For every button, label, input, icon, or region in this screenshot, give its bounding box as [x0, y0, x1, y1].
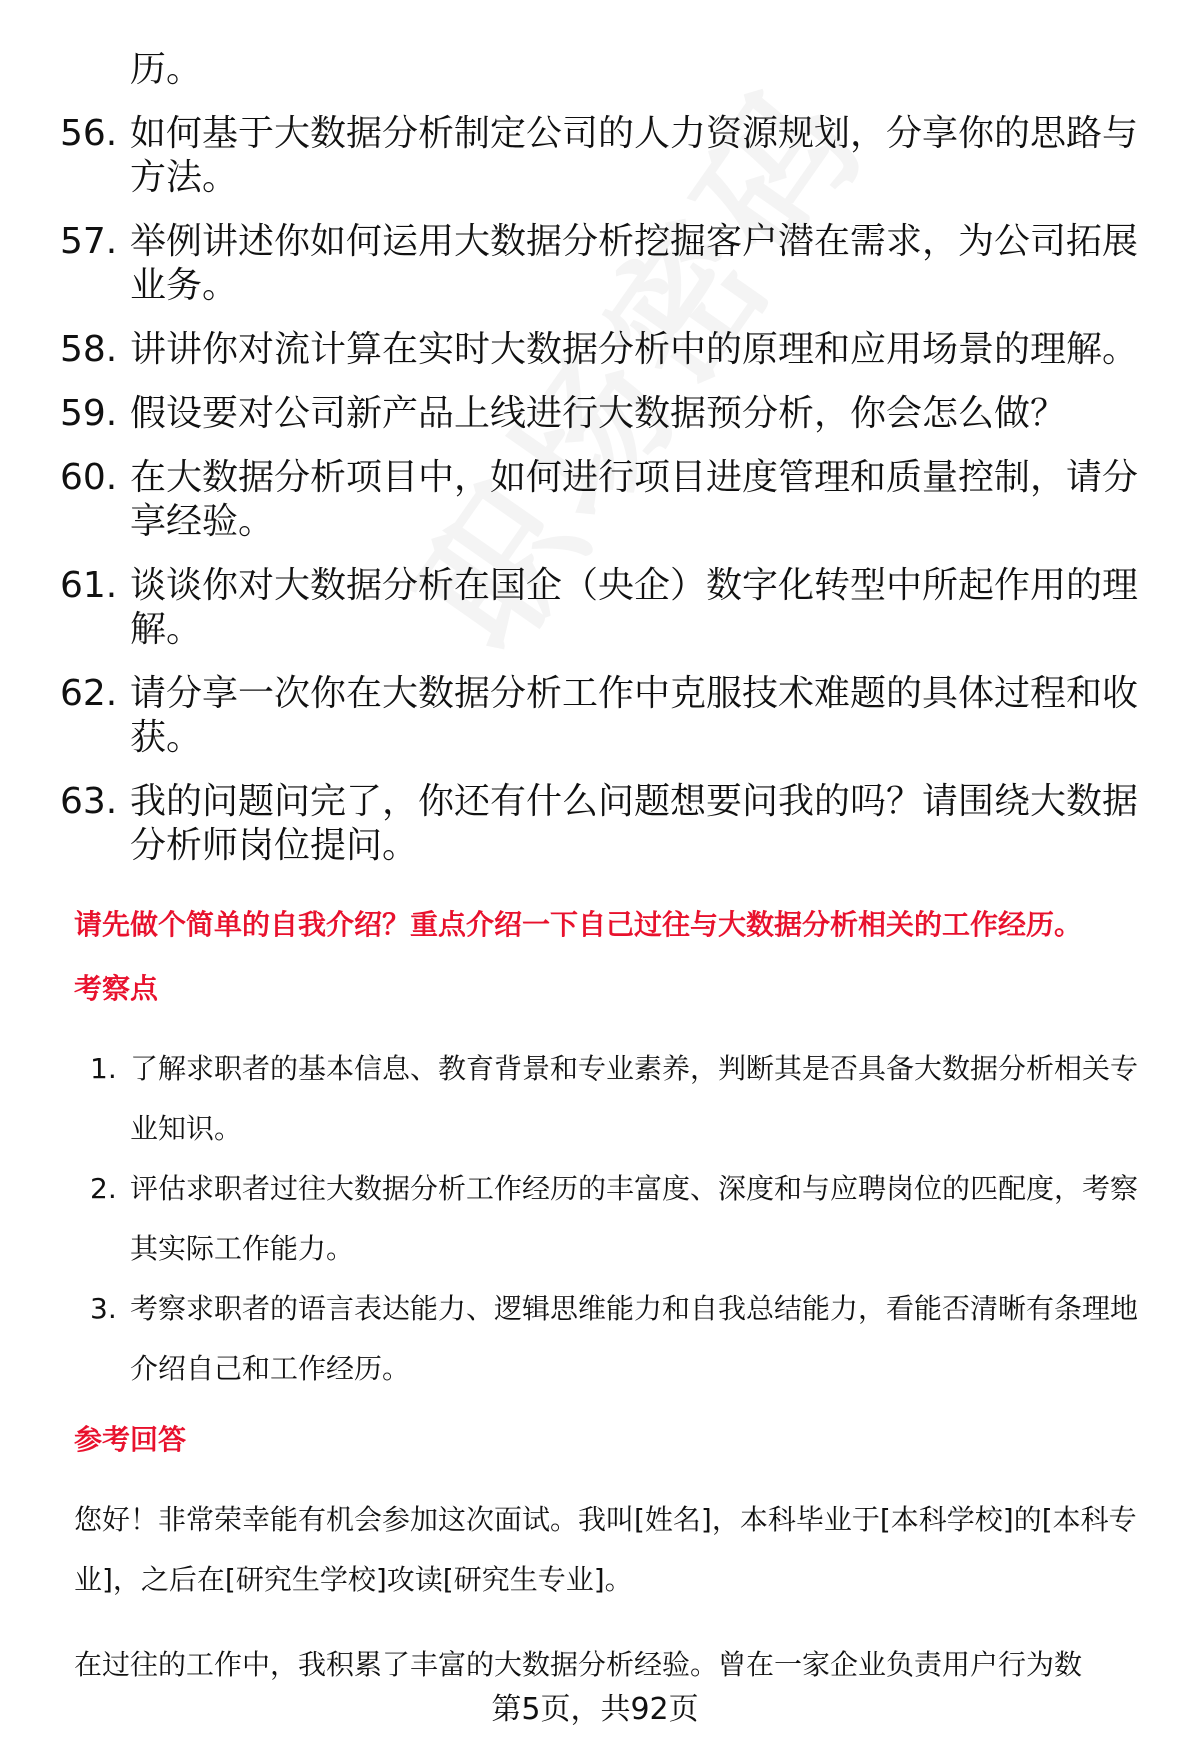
- question-number: 63.: [60, 781, 118, 822]
- question-text: 在大数据分析项目中，如何进行项目进度管理和质量控制，请分享经验。: [130, 457, 1139, 542]
- question-number: 61.: [60, 565, 118, 606]
- question-number: 57.: [60, 221, 118, 262]
- question-text: 谈谈你对大数据分析在国企（央企）数字化转型中所起作用的理解。: [130, 565, 1139, 650]
- question-item: [60, 112, 1160, 200]
- question-item: [60, 564, 1160, 652]
- question-item: [60, 780, 1160, 868]
- question-continuation: 历。: [130, 49, 203, 90]
- question-text: 假设要对公司新产品上线进行大数据预分析，你会怎么做？: [130, 393, 1067, 434]
- assessment-points-list: [80, 1039, 1160, 1399]
- page-number: 第5页，共92页: [491, 1692, 699, 1727]
- question-item: [60, 220, 1160, 308]
- assessment-point: [80, 1039, 1160, 1159]
- question-text: 举例讲述你如何运用大数据分析挖掘客户潜在需求，为公司拓展业务。: [130, 221, 1139, 306]
- question-number: 62.: [60, 673, 118, 714]
- question-number: 60.: [60, 457, 118, 498]
- assessment-point: [80, 1279, 1160, 1399]
- question-text: 请分享一次你在大数据分析工作中克服技术难题的具体过程和收获。: [130, 673, 1139, 758]
- question-item: [60, 456, 1160, 544]
- point-number: 2.: [90, 1172, 117, 1205]
- question-item: [60, 392, 1160, 436]
- question-item: [60, 672, 1160, 760]
- question-item: [60, 328, 1160, 372]
- question-number: 58.: [60, 329, 118, 370]
- point-number: 3.: [90, 1292, 117, 1325]
- question-heading: 请先做个简单的自我介绍？重点介绍一下自己过往与大数据分析相关的工作经历。: [74, 908, 1083, 941]
- point-text: 了解求职者的基本信息、教育背景和专业素养，判断其是否具备大数据分析相关专业知识。: [130, 1052, 1139, 1145]
- assessment-point: [80, 1159, 1160, 1279]
- question-number: 56.: [60, 113, 118, 154]
- question-list: [60, 112, 1160, 888]
- point-number: 1.: [90, 1052, 117, 1085]
- points-heading: 考察点: [74, 972, 159, 1005]
- point-text: 评估求职者过往大数据分析工作经历的丰富度、深度和与应聘岗位的匹配度，考察其实际工作能力。: [130, 1172, 1139, 1265]
- question-text: 如何基于大数据分析制定公司的人力资源规划，分享你的思路与方法。: [130, 113, 1139, 198]
- question-text: 讲讲你对流计算在实时大数据分析中的原理和应用场景的理解。: [130, 329, 1139, 370]
- answer-heading: 参考回答: [74, 1423, 187, 1456]
- point-text: 考察求职者的语言表达能力、逻辑思维能力和自我总结能力，看能否清晰有条理地介绍自己和工作经历。: [130, 1292, 1139, 1385]
- question-text: 我的问题问完了，你还有什么问题想要问我的吗？请围绕大数据分析师岗位提问。: [130, 781, 1139, 866]
- question-number: 59.: [60, 393, 118, 434]
- answer-paragraph: 您好！非常荣幸能有机会参加这次面试。我叫[姓名]，本科毕业于[本科学校]的[本科专业]，之后在[研究生学校]攻读[研究生专业]。: [74, 1503, 1137, 1596]
- answer-paragraph: 在过往的工作中，我积累了丰富的大数据分析经验。曾在一家企业负责用户行为数: [74, 1648, 1083, 1681]
